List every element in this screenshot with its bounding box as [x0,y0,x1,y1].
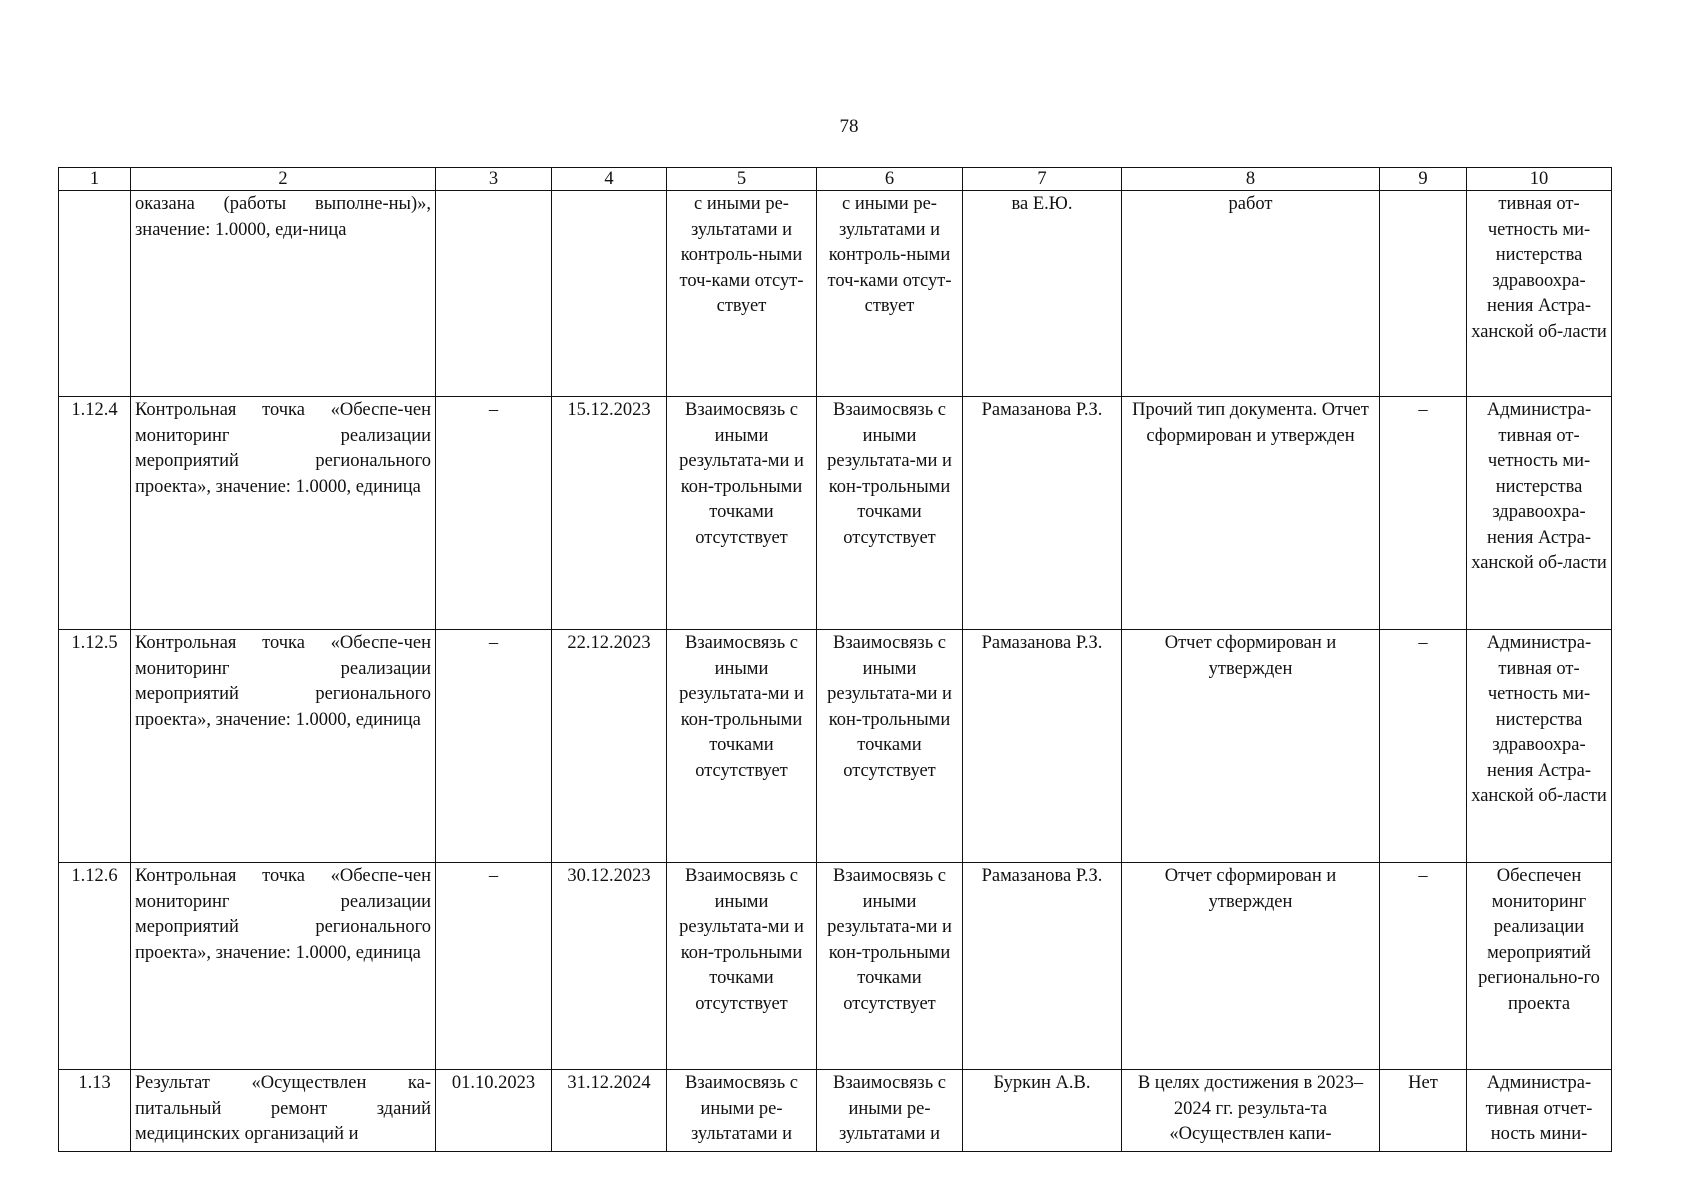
document-cell: Отчет сформирован и утвержден [1122,630,1380,863]
predecessor-cell: Взаимосвязь с иными результата-ми и кон-трольными точками отсутствует [667,863,817,1070]
responsible-cell: ва Е.Ю. [963,191,1122,397]
successor-cell: Взаимосвязь с иными результата-ми и кон-трольными точками отсутствует [817,630,963,863]
column-number: 9 [1380,168,1467,191]
predecessor-cell: Взаимосвязь с иными ре-зультатами и [667,1070,817,1152]
column-number: 4 [552,168,667,191]
column-number: 2 [131,168,436,191]
document-cell: Прочий тип документа. Отчет сформирован и утвержден [1122,397,1380,630]
row-number-cell [59,191,131,397]
column-number: 7 [963,168,1122,191]
source-cell: Администра-тивная от-четность ми-нистерства здравоохра-нения Астра-ханской об-ласти [1467,630,1612,863]
description-cell: Контрольная точка «Обеспе-чен мониторинг реализации мероприятий регионального проекта», значение: 1.0000, единица [131,863,436,1070]
successor-cell: Взаимосвязь с иными ре-зультатами и [817,1070,963,1152]
row-number-cell: 1.12.4 [59,397,131,630]
predecessor-cell: с иными ре-зультатами и контроль-ными точ-ками отсут-ствует [667,191,817,397]
gis-cell [1380,191,1467,397]
description-cell: оказана (работы выполне-ны)», значение: 1.0000, еди-ница [131,191,436,397]
row-number-cell: 1.13 [59,1070,131,1152]
end-date-cell [552,191,667,397]
table-row [59,1070,1612,1152]
data-table [58,167,1612,1152]
start-date-cell: – [436,630,552,863]
end-date-cell: 22.12.2023 [552,630,667,863]
successor-cell: с иными ре-зультатами и контроль-ными точ-ками отсут-ствует [817,191,963,397]
end-date-cell: 30.12.2023 [552,863,667,1070]
predecessor-cell: Взаимосвязь с иными результата-ми и кон-трольными точками отсутствует [667,630,817,863]
description-cell: Контрольная точка «Обеспе-чен мониторинг реализации мероприятий регионального проекта», значение: 1.0000, единица [131,397,436,630]
table-row [59,191,1612,397]
column-number: 6 [817,168,963,191]
start-date-cell [436,191,552,397]
start-date-cell: – [436,863,552,1070]
table-row [59,863,1612,1070]
responsible-cell: Рамазанова Р.З. [963,863,1122,1070]
source-cell: Обеспечен мониторинг реализации мероприятий регионально-го проекта [1467,863,1612,1070]
column-number: 8 [1122,168,1380,191]
predecessor-cell: Взаимосвязь с иными результата-ми и кон-трольными точками отсутствует [667,397,817,630]
source-cell: Администра-тивная отчет-ность мини- [1467,1070,1612,1152]
column-number: 10 [1467,168,1612,191]
column-number: 1 [59,168,131,191]
start-date-cell: – [436,397,552,630]
start-date-cell: 01.10.2023 [436,1070,552,1152]
source-cell: тивная от-четность ми-нистерства здравоохра-нения Астра-ханской об-ласти [1467,191,1612,397]
successor-cell: Взаимосвязь с иными результата-ми и кон-трольными точками отсутствует [817,863,963,1070]
gis-cell: – [1380,397,1467,630]
page-number: 78 [839,116,859,137]
gis-cell: Нет [1380,1070,1467,1152]
successor-cell: Взаимосвязь с иными результата-ми и кон-трольными точками отсутствует [817,397,963,630]
document-cell: В целях достижения в 2023–2024 гг. результа-та «Осуществлен капи- [1122,1070,1380,1152]
column-number: 3 [436,168,552,191]
responsible-cell: Рамазанова Р.З. [963,630,1122,863]
gis-cell: – [1380,863,1467,1070]
document-cell: работ [1122,191,1380,397]
end-date-cell: 31.12.2024 [552,1070,667,1152]
responsible-cell: Рамазанова Р.З. [963,397,1122,630]
source-cell: Администра-тивная от-четность ми-нистерства здравоохра-нения Астра-ханской об-ласти [1467,397,1612,630]
gis-cell: – [1380,630,1467,863]
end-date-cell: 15.12.2023 [552,397,667,630]
description-cell: Результат «Осуществлен ка-питальный ремонт зданий медицинских организаций и [131,1070,436,1152]
table-row [59,630,1612,863]
column-number: 5 [667,168,817,191]
document-cell: Отчет сформирован и утвержден [1122,863,1380,1070]
row-number-cell: 1.12.5 [59,630,131,863]
responsible-cell: Буркин А.В. [963,1070,1122,1152]
column-number-row [59,168,1612,191]
description-cell: Контрольная точка «Обеспе-чен мониторинг реализации мероприятий регионального проекта», значение: 1.0000, единица [131,630,436,863]
row-number-cell: 1.12.6 [59,863,131,1070]
table-row [59,397,1612,630]
